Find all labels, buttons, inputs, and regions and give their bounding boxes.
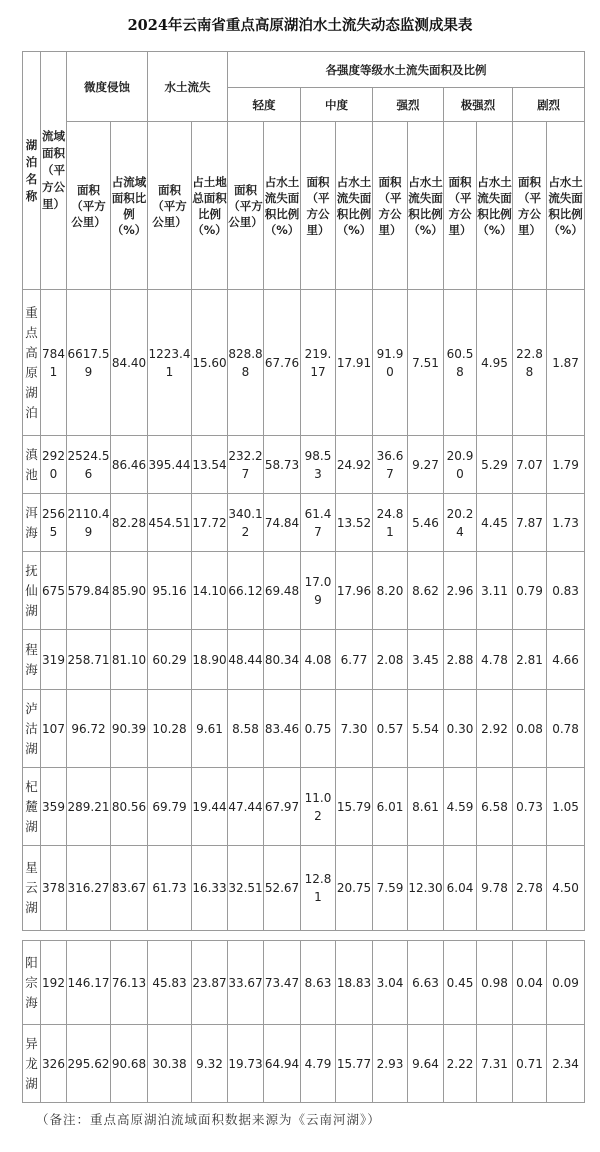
- cell-light-pct: 74.84: [264, 494, 301, 552]
- cell-slight-pct: 83.67: [111, 846, 148, 931]
- cell-loss-pct: 14.10: [192, 552, 228, 630]
- table-row: [23, 630, 585, 690]
- header-int-area: 面积（平方公里）: [373, 122, 408, 290]
- cell-int-area: 2.08: [373, 630, 408, 690]
- cell-mod-pct: 17.91: [336, 290, 373, 436]
- cell-loss-pct: 19.44: [192, 768, 228, 846]
- cell-mod-pct: 20.75: [336, 846, 373, 931]
- cell-mod-pct: 15.79: [336, 768, 373, 846]
- cell-light-pct: 83.46: [264, 690, 301, 768]
- cell-mod-pct: 24.92: [336, 436, 373, 494]
- header-slight-pct: 占流域面积比例（%）: [111, 122, 148, 290]
- lake-name-cell: 洱海: [23, 494, 41, 552]
- cell-mod-area: 12.81: [301, 846, 336, 931]
- cell-int-area: 0.57: [373, 690, 408, 768]
- cell-int-area: 8.20: [373, 552, 408, 630]
- cell-basin: 2565: [41, 494, 67, 552]
- cell-slight-pct: 84.40: [111, 290, 148, 436]
- cell-sev-pct: 4.66: [547, 630, 585, 690]
- cell-sev-pct: 1.87: [547, 290, 585, 436]
- table-row: [23, 690, 585, 768]
- header-soil-loss: 水土流失: [148, 52, 228, 122]
- cell-slight-pct: 90.68: [111, 1025, 148, 1103]
- lake-name-cell: 程海: [23, 630, 41, 690]
- cell-sev-pct: 0.83: [547, 552, 585, 630]
- cell-loss-pct: 9.32: [192, 1025, 228, 1103]
- cell-slight-area: 96.72: [67, 690, 111, 768]
- header-intense: 强烈: [373, 88, 444, 122]
- cell-int-pct: 8.61: [408, 768, 444, 846]
- cell-basin: 378: [41, 846, 67, 931]
- cell-light-pct: 64.94: [264, 1025, 301, 1103]
- cell-loss-area: 61.73: [148, 846, 192, 931]
- cell-slight-area: 146.17: [67, 941, 111, 1025]
- page-title: 2024年云南省重点高原湖泊水土流失动态监测成果表: [127, 17, 473, 34]
- cell-vint-pct: 7.31: [477, 1025, 513, 1103]
- cell-loss-area: 395.44: [148, 436, 192, 494]
- cell-vint-area: 20.90: [444, 436, 477, 494]
- cell-light-area: 32.51: [228, 846, 264, 931]
- cell-light-pct: 69.48: [264, 552, 301, 630]
- footnote: （备注：重点高原湖泊流域面积数据来源为《云南河湖》）: [36, 1112, 381, 1127]
- cell-slight-pct: 81.10: [111, 630, 148, 690]
- cell-sev-area: 7.07: [513, 436, 547, 494]
- cell-mod-pct: 6.77: [336, 630, 373, 690]
- monitoring-table: [22, 51, 585, 931]
- cell-sev-area: 0.04: [513, 941, 547, 1025]
- cell-slight-area: 289.21: [67, 768, 111, 846]
- cell-loss-area: 60.29: [148, 630, 192, 690]
- cell-int-area: 6.01: [373, 768, 408, 846]
- lake-name-cell: 抚仙湖: [23, 552, 41, 630]
- cell-vint-area: 0.30: [444, 690, 477, 768]
- cell-int-pct: 3.45: [408, 630, 444, 690]
- cell-slight-pct: 86.46: [111, 436, 148, 494]
- header-sev-pct: 占水土流失面积比例（%）: [547, 122, 585, 290]
- cell-slight-pct: 80.56: [111, 768, 148, 846]
- cell-sev-area: 0.71: [513, 1025, 547, 1103]
- cell-slight-area: 295.62: [67, 1025, 111, 1103]
- cell-int-area: 3.04: [373, 941, 408, 1025]
- cell-loss-pct: 16.33: [192, 846, 228, 931]
- cell-basin: 359: [41, 768, 67, 846]
- lake-name-cell: 泸沽湖: [23, 690, 41, 768]
- header-int-pct: 占水土流失面积比例（%）: [408, 122, 444, 290]
- cell-vint-area: 60.58: [444, 290, 477, 436]
- cell-vint-pct: 4.45: [477, 494, 513, 552]
- cell-loss-pct: 13.54: [192, 436, 228, 494]
- cell-mod-pct: 7.30: [336, 690, 373, 768]
- header-light-area: 面积（平方公里）: [228, 122, 264, 290]
- header-basin-area: 流域面积（平方公里）: [41, 52, 67, 290]
- cell-light-pct: 80.34: [264, 630, 301, 690]
- cell-basin: 7841: [41, 290, 67, 436]
- cell-light-area: 828.88: [228, 290, 264, 436]
- cell-vint-pct: 9.78: [477, 846, 513, 931]
- cell-slight-pct: 76.13: [111, 941, 148, 1025]
- table-row: [23, 941, 585, 1025]
- header-lake-name: 湖泊名称: [23, 52, 41, 290]
- cell-vint-pct: 0.98: [477, 941, 513, 1025]
- header-light-pct: 占水土流失面积比例（%）: [264, 122, 301, 290]
- cell-slight-area: 316.27: [67, 846, 111, 931]
- table-row: [23, 1025, 585, 1103]
- cell-loss-area: 1223.41: [148, 290, 192, 436]
- cell-slight-pct: 82.28: [111, 494, 148, 552]
- cell-loss-area: 10.28: [148, 690, 192, 768]
- cell-int-area: 24.81: [373, 494, 408, 552]
- cell-int-pct: 5.46: [408, 494, 444, 552]
- cell-int-pct: 6.63: [408, 941, 444, 1025]
- header-moderate: 中度: [301, 88, 373, 122]
- header-slight-area: 面积（平方公里）: [67, 122, 111, 290]
- cell-mod-pct: 18.83: [336, 941, 373, 1025]
- cell-slight-area: 2110.49: [67, 494, 111, 552]
- cell-loss-area: 30.38: [148, 1025, 192, 1103]
- cell-mod-area: 4.08: [301, 630, 336, 690]
- cell-sev-area: 0.79: [513, 552, 547, 630]
- cell-mod-area: 8.63: [301, 941, 336, 1025]
- cell-mod-area: 219.17: [301, 290, 336, 436]
- cell-basin: 675: [41, 552, 67, 630]
- lake-name-cell: 杞麓湖: [23, 768, 41, 846]
- cell-mod-pct: 13.52: [336, 494, 373, 552]
- cell-sev-pct: 1.73: [547, 494, 585, 552]
- cell-loss-area: 95.16: [148, 552, 192, 630]
- cell-int-pct: 12.30: [408, 846, 444, 931]
- cell-vint-pct: 2.92: [477, 690, 513, 768]
- cell-loss-pct: 23.87: [192, 941, 228, 1025]
- header-very-intense: 极强烈: [444, 88, 513, 122]
- table-row: [23, 768, 585, 846]
- header-loss-pct: 占土地总面积比例（%）: [192, 122, 228, 290]
- table-row: [23, 846, 585, 931]
- cell-int-pct: 5.54: [408, 690, 444, 768]
- cell-basin: 2920: [41, 436, 67, 494]
- cell-vint-area: 2.96: [444, 552, 477, 630]
- cell-light-pct: 58.73: [264, 436, 301, 494]
- cell-slight-pct: 90.39: [111, 690, 148, 768]
- cell-sev-area: 22.88: [513, 290, 547, 436]
- cell-mod-pct: 15.77: [336, 1025, 373, 1103]
- cell-int-pct: 8.62: [408, 552, 444, 630]
- table-row: [23, 436, 585, 494]
- cell-loss-area: 454.51: [148, 494, 192, 552]
- cell-slight-area: 258.71: [67, 630, 111, 690]
- cell-vint-area: 2.22: [444, 1025, 477, 1103]
- cell-basin: 326: [41, 1025, 67, 1103]
- cell-vint-area: 4.59: [444, 768, 477, 846]
- cell-sev-area: 7.87: [513, 494, 547, 552]
- cell-mod-area: 0.75: [301, 690, 336, 768]
- header-severe: 剧烈: [513, 88, 585, 122]
- header-intensity-group: 各强度等级水土流失面积及比例: [228, 52, 585, 88]
- cell-basin: 107: [41, 690, 67, 768]
- header-vint-area: 面积（平方公里）: [444, 122, 477, 290]
- cell-int-pct: 9.64: [408, 1025, 444, 1103]
- cell-vint-area: 6.04: [444, 846, 477, 931]
- lake-name-cell: 阳宗海: [23, 941, 41, 1025]
- cell-sev-pct: 0.78: [547, 690, 585, 768]
- cell-light-area: 8.58: [228, 690, 264, 768]
- cell-sev-pct: 4.50: [547, 846, 585, 931]
- cell-light-area: 48.44: [228, 630, 264, 690]
- header-loss-area: 面积（平方公里）: [148, 122, 192, 290]
- cell-light-area: 232.27: [228, 436, 264, 494]
- cell-sev-pct: 1.79: [547, 436, 585, 494]
- lake-name-cell: 滇池: [23, 436, 41, 494]
- cell-sev-pct: 1.05: [547, 768, 585, 846]
- cell-sev-area: 2.81: [513, 630, 547, 690]
- cell-mod-area: 11.02: [301, 768, 336, 846]
- cell-light-area: 66.12: [228, 552, 264, 630]
- cell-basin: 192: [41, 941, 67, 1025]
- cell-mod-area: 61.47: [301, 494, 336, 552]
- cell-basin: 319: [41, 630, 67, 690]
- cell-vint-pct: 4.78: [477, 630, 513, 690]
- cell-sev-area: 0.08: [513, 690, 547, 768]
- cell-int-pct: 9.27: [408, 436, 444, 494]
- header-mod-area: 面积（平方公里）: [301, 122, 336, 290]
- cell-mod-area: 98.53: [301, 436, 336, 494]
- cell-int-area: 36.67: [373, 436, 408, 494]
- cell-mod-area: 4.79: [301, 1025, 336, 1103]
- cell-light-area: 47.44: [228, 768, 264, 846]
- cell-int-area: 2.93: [373, 1025, 408, 1103]
- cell-vint-pct: 4.95: [477, 290, 513, 436]
- cell-vint-pct: 6.58: [477, 768, 513, 846]
- cell-mod-pct: 17.96: [336, 552, 373, 630]
- cell-int-pct: 7.51: [408, 290, 444, 436]
- cell-sev-area: 2.78: [513, 846, 547, 931]
- cell-light-pct: 67.97: [264, 768, 301, 846]
- cell-slight-area: 6617.59: [67, 290, 111, 436]
- cell-sev-area: 0.73: [513, 768, 547, 846]
- monitoring-table-continued: [22, 940, 585, 1103]
- cell-loss-area: 69.79: [148, 768, 192, 846]
- header-slight-erosion: 微度侵蚀: [67, 52, 148, 122]
- cell-light-area: 19.73: [228, 1025, 264, 1103]
- cell-slight-area: 2524.56: [67, 436, 111, 494]
- cell-vint-pct: 5.29: [477, 436, 513, 494]
- header-sev-area: 面积（平方公里）: [513, 122, 547, 290]
- cell-slight-area: 579.84: [67, 552, 111, 630]
- cell-loss-area: 45.83: [148, 941, 192, 1025]
- cell-vint-area: 2.88: [444, 630, 477, 690]
- cell-light-area: 340.12: [228, 494, 264, 552]
- cell-vint-pct: 3.11: [477, 552, 513, 630]
- cell-light-pct: 73.47: [264, 941, 301, 1025]
- cell-int-area: 7.59: [373, 846, 408, 931]
- cell-slight-pct: 85.90: [111, 552, 148, 630]
- header-mod-pct: 占水土流失面积比例（%）: [336, 122, 373, 290]
- lake-name-cell: 异龙湖: [23, 1025, 41, 1103]
- cell-light-pct: 67.76: [264, 290, 301, 436]
- cell-light-pct: 52.67: [264, 846, 301, 931]
- cell-loss-pct: 15.60: [192, 290, 228, 436]
- cell-sev-pct: 0.09: [547, 941, 585, 1025]
- cell-int-area: 91.90: [373, 290, 408, 436]
- header-light: 轻度: [228, 88, 301, 122]
- cell-light-area: 33.67: [228, 941, 264, 1025]
- header-vint-pct: 占水土流失面积比例（%）: [477, 122, 513, 290]
- cell-vint-area: 0.45: [444, 941, 477, 1025]
- lake-name-cell: 星云湖: [23, 846, 41, 931]
- table-row: [23, 552, 585, 630]
- cell-vint-area: 20.24: [444, 494, 477, 552]
- cell-sev-pct: 2.34: [547, 1025, 585, 1103]
- cell-loss-pct: 17.72: [192, 494, 228, 552]
- lake-name-cell: 重点高原湖泊: [23, 290, 41, 436]
- cell-loss-pct: 9.61: [192, 690, 228, 768]
- table-row: [23, 494, 585, 552]
- table-row: [23, 290, 585, 436]
- cell-mod-area: 17.09: [301, 552, 336, 630]
- cell-loss-pct: 18.90: [192, 630, 228, 690]
